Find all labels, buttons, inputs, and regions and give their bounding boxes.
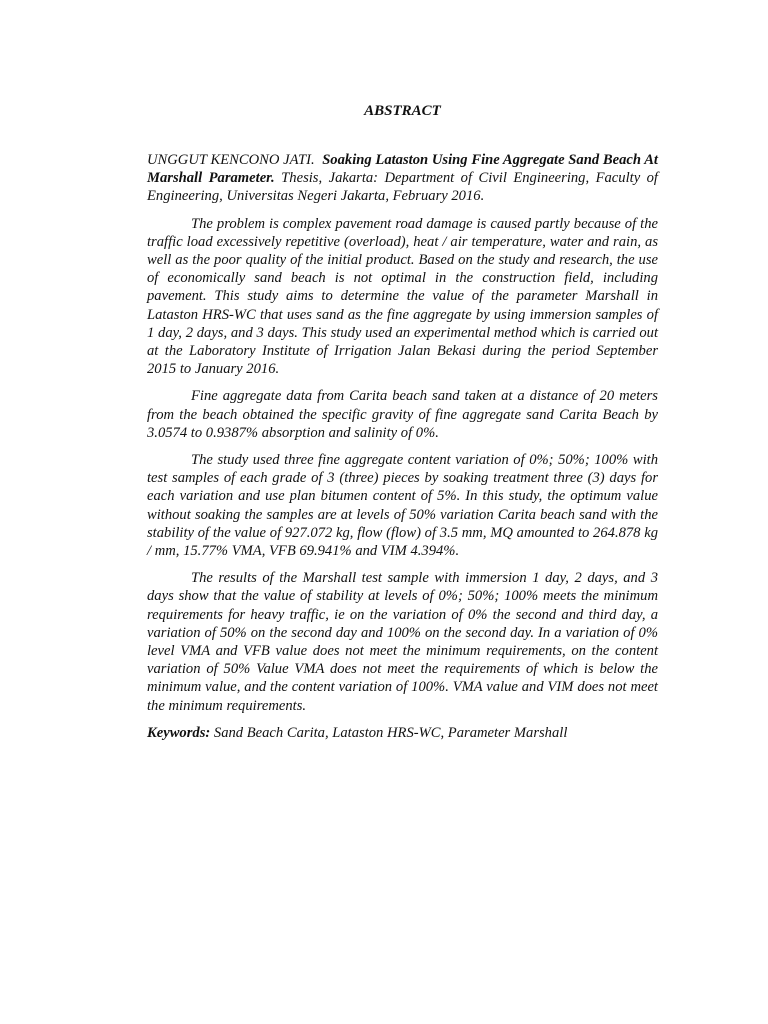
abstract-body (147, 151, 658, 751)
citation-details: Thesis, Jakarta: Department of Civil Engineering, Faculty of Engineering, Universitas Negeri Jakarta, February 2016. (147, 170, 658, 205)
abstract-title: ABSTRACT (364, 103, 441, 119)
paragraph-study-method: The study used three fine aggregate content variation of 0%; 50%; 100% with test samples of each grade of 3 (three) pieces by soaking treatment three (3) days for each variation and use plan bitumen content of 5%. In this study, the optimum value without soaking the samples are at levels of 50% variation Carita beach sand with the stability of the value of 927.072 kg, flow (flow) of 3.5 mm, MQ amounted to 264.878 kg / mm, 15.77% VMA, VFB 69.941% and VIM 4.394%. (147, 452, 658, 560)
paragraph-aggregate-data: Fine aggregate data from Carita beach sand taken at a distance of 20 meters from the beach obtained the specific gravity of fine aggregate sand Carita Beach by 3.0574 to 0.9387% absorption and salinity of 0%. (147, 388, 658, 441)
keywords-value: Sand Beach Carita, Lataston HRS-WC, Parameter Marshall (213, 724, 568, 741)
citation-paragraph (147, 151, 658, 206)
keywords-label: Keywords: (147, 724, 211, 741)
citation-author: UNGGUT KENCONO JATI. (147, 152, 315, 168)
paragraph-problem: The problem is complex pavement road damage is caused partly because of the traffic load excessively repetitive (overload), heat / air temperature, water and rain, as well as the poor quality of the initial product. Based on the study and research, the use of economically sand beach is not optimal in the construction field, including pavement. This study aims to determine the value of the parameter Marshall in Lataston HRS-WC that uses sand as the fine aggregate by using immersion samples of 1 day, 2 days, and 3 days. This study used an experimental method which is carried out at the Laboratory Institute of Irrigation Jalan Bekasi during the period September 2015 to January 2016. (147, 215, 658, 378)
paragraph-results: The results of the Marshall test sample with immersion 1 day, 2 days, and 3 days show that the value of stability at levels of 0%; 50%; 100% meets the minimum requirements for heavy traffic, ie on the variation of 0% the second and third day, a variation of 50% on the second day and 100% on the second day. In a variation of 0% level VMA and VFB value does not meet the minimum requirements, on the content variation of 50% Value VMA does not meet the requirements of which is below the minimum value, and the content variation of 100%. VMA value and VIM does not meet the minimum requirements. (147, 570, 658, 714)
citation-title: Soaking Lataston Using Fine Aggregate Sand Beach At Marshall Parameter. (147, 152, 658, 187)
keywords-line (147, 724, 658, 742)
